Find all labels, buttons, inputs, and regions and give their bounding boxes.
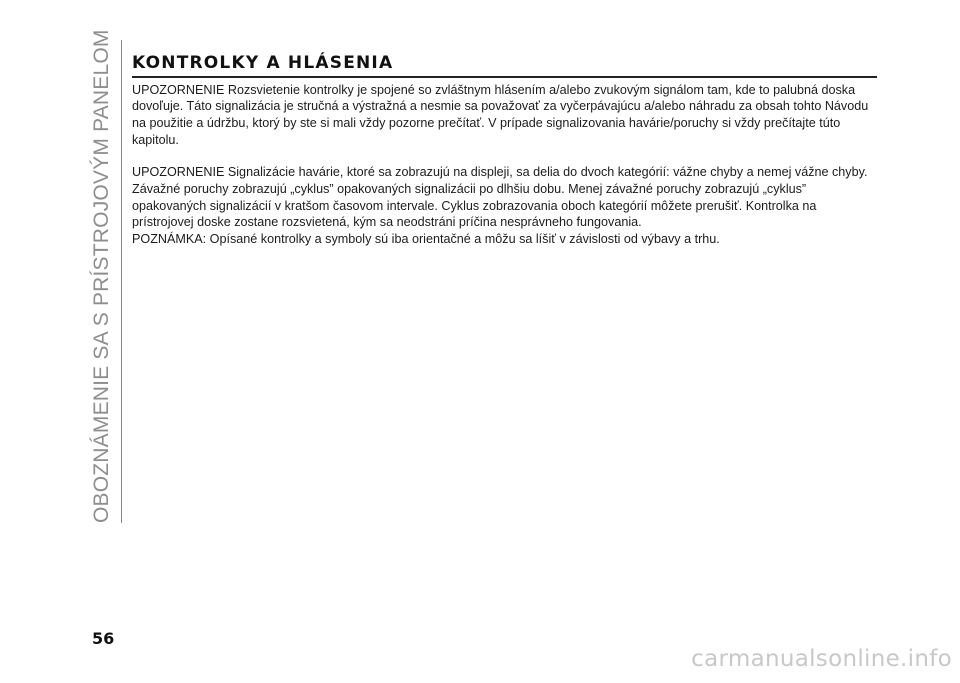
- section-title: KONTROLKY A HLÁSENIA: [132, 53, 394, 73]
- warning-paragraph-1: UPOZORNENIE Rozsvietenie kontrolky je spojené so zvláštnym hlásením a/alebo zvukovým signálom tam, kde to palubná doska dovoľuje. Táto signalizácia je stručná a výstražná a nesmie sa považovať za vyčerpávajúcu a/alebo náhradu za obsah tohto Návodu na použitie a údržbu, ktorý by ste si mali vždy pozorne prečítať. V prípade signalizovania havárie/poruchy si vždy prečítajte túto kapitolu.: [132, 82, 869, 147]
- warning-paragraph-2: UPOZORNENIE Signalizácie havárie, ktoré sa zobrazujú na displeji, sa delia do dvoch kategórií: vážne chyby a nemej vážne chyby. Závažné poruchy zobrazujú „cyklus” opakovaných signalizácii po dlhšiu dobu. Menej závažné poruchy zobrazujú „cyklus” opakovaných signalizácií v kratšom časovom intervale. Cyklus zobrazovania oboch kategórií môžete prerušiť. Kontrolka na prístrojovej doske zostane rozsvietená, kým sa neodstráni príčina nesprávneho fungovania.: [132, 165, 868, 230]
- main-content: [132, 52, 877, 248]
- note-paragraph: POZNÁMKA: Opísané kontrolky a symboly sú iba orientačné a môžu sa líšiť v závislosti od výbavy a trhu.: [132, 232, 720, 247]
- watermark: carmanualsonline.info: [691, 646, 952, 672]
- chapter-tab-label: OBOZNÁMENIE SA S PRÍSTROJOVÝM PANELOM: [90, 29, 113, 523]
- chapter-side-tab: [82, 29, 122, 523]
- chapter-tab-divider: [121, 40, 123, 523]
- section-title-rule: [132, 76, 877, 78]
- page-number: 56: [92, 629, 115, 648]
